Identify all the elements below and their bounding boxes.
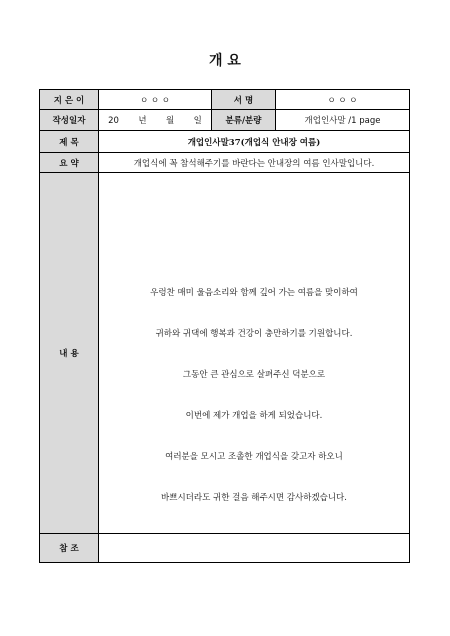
date-value	[99, 110, 212, 131]
date-day: 일	[193, 116, 202, 126]
summary-value: 개업식에 꼭 참석해주기를 바란다는 안내장의 여름 인사말입니다.	[99, 153, 410, 173]
category-value: 개업인사말 /1 page	[276, 110, 410, 131]
date-year: 년	[138, 116, 147, 126]
subject-label: 제 목	[40, 131, 99, 153]
subject-value: 개업인사말37(개업식 안내장 여름)	[99, 131, 410, 153]
content-line: 이번에 제가 개업을 하게 되었습니다.	[185, 411, 323, 421]
date-label: 작성일자	[40, 110, 99, 131]
category-label: 분류/분량	[212, 110, 276, 131]
author-row	[40, 90, 410, 110]
content-line: 여러분을 모시고 조촐한 개업식을 갖고자 하오니	[165, 452, 343, 462]
content-row	[40, 173, 410, 534]
date-month: 월	[166, 116, 175, 126]
content-line: 바쁘시더라도 귀한 걸음 해주시면 감사하겠습니다.	[161, 493, 347, 503]
reference-label: 참 조	[40, 534, 99, 563]
content-label: 내 용	[40, 173, 99, 534]
subject-row	[40, 131, 410, 153]
content-line: 그동안 큰 관심으로 살펴주신 덕분으로	[182, 370, 326, 380]
date-row	[40, 110, 410, 131]
author-label: 지 은 이	[40, 90, 99, 110]
page-title: 개 요	[209, 53, 241, 69]
content-line: 우렁찬 매미 울음소리와 함께 깊어 가는 여름을 맞이하여	[150, 288, 358, 298]
content-body	[99, 173, 410, 534]
name-label: 서 명	[212, 90, 276, 110]
summary-row	[40, 153, 410, 173]
date-year-prefix: 20	[108, 116, 119, 126]
content-lines	[99, 286, 409, 532]
document-summary-form	[39, 89, 410, 563]
reference-row	[40, 534, 410, 563]
name-value: ㅇ ㅇ ㅇ	[276, 90, 410, 110]
author-value: ㅇ ㅇ ㅇ	[99, 90, 212, 110]
reference-value	[99, 534, 410, 563]
summary-label: 요 약	[40, 153, 99, 173]
content-line: 귀하와 귀댁에 행복과 건강이 충만하기를 기원합니다.	[155, 329, 353, 339]
